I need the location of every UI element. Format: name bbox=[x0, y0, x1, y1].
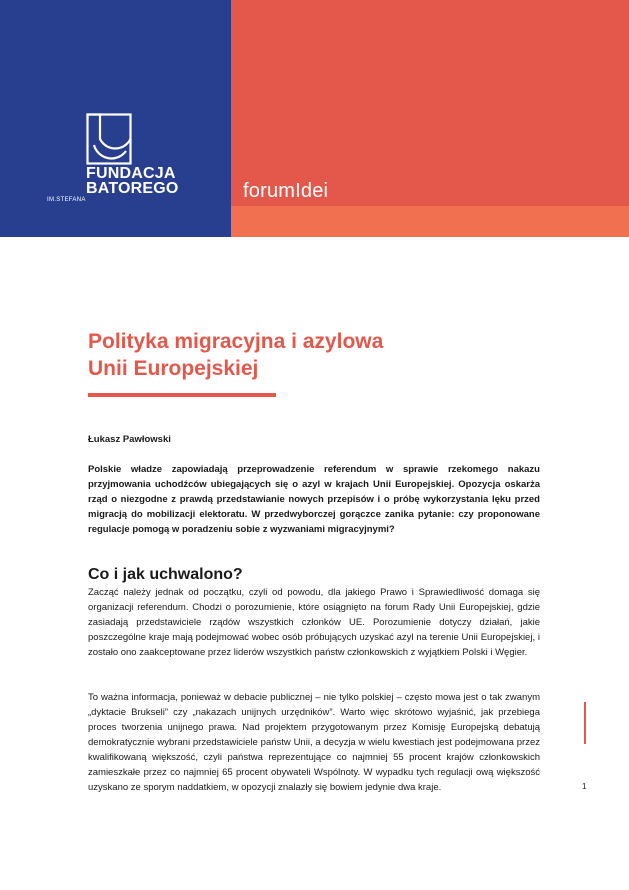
logo-line-2: BATOREGO bbox=[86, 180, 179, 197]
logo-name bbox=[86, 166, 179, 196]
logo-mark-icon bbox=[86, 113, 132, 165]
body-paragraph-2: To ważna informacja, ponieważ w debacie publicznej – nie tylko polskiej – często mowa jest o tak zwanym „dyktacie Brukseli” czy „nakazach unijnych urzędników”. Warto więc skrótowo wyjaśnić, jak przebiega proces tworzenia unijnego prawa. Nad projektem przygotowanym przez Komisję Europejską debatują demokratycznie wybrani przedstawiciele państw Unii, a decyzja w wielu kwestiach jest podejmowana przez kwalifikowaną większość, czyli państwa reprezentujące co najmniej 55 procent krajów członkowskich zamieszkałe przez co najmniej 65 procent obywateli Wspólnoty. W wypadku tych regulacji ową większość uzyskano ze sporym naddatkiem, w opozycji znalazły się bowiem jedynie dwa kraje. bbox=[88, 692, 540, 793]
logo-line-1: FUNDACJA bbox=[86, 165, 176, 182]
blue-panel bbox=[0, 0, 231, 237]
lead-paragraph: Polskie władze zapowiadają przeprowadzenie referendum w sprawie rzekomego nakazu przyjmowania uchodźców ubiegających się o azyl w krajach Unii Europejskiej. Opozycja oskarża rząd o niezgodne z prawdą przedstawianie nowych przepisów i o próbę wykorzystania lęku przed migracją do mobilizacji elektoratu. W przedwyborczej gorączce zanika pytanie: czy proponowane regulacje pomogą w poradzeniu sobie z wyzwaniami migracyjnymi? bbox=[88, 464, 540, 535]
coral-band bbox=[231, 206, 629, 237]
forum-idei-label: forumIdei bbox=[243, 180, 329, 202]
page-number: 1 bbox=[582, 782, 587, 791]
title-line-2: Unii Europejskiej bbox=[88, 357, 259, 380]
title-line-1: Polityka migracyjna i azylowa bbox=[88, 330, 384, 353]
section-heading: Co i jak uchwalono? bbox=[88, 566, 243, 583]
margin-accent-line bbox=[584, 702, 586, 744]
header-banner bbox=[0, 0, 629, 237]
author-name: Łukasz Pawłowski bbox=[88, 434, 171, 445]
article-title bbox=[88, 328, 548, 382]
body-paragraph-1: Zacząć należy jednak od początku, czyli od powodu, dla jakiego Prawo i Sprawiedliwość domaga się organizacji referendum. Chodzi o porozumienie, które osiągnięto na forum Rady Unii Europejskiej, gdzie zasiadają przedstawiciele rządów wszystkich członków UE. Porozumienie dotyczy działań, jakie poszczególne kraje mają podejmować wobec osób próbujących uzyskać azyl na terenie Unii Europejskiej, i zostało ono zaakceptowane przez liderów wszystkich państw członkowskich z wyjątkiem Polski i Węgier. bbox=[88, 587, 540, 658]
fundacja-logo bbox=[44, 113, 184, 205]
title-underline bbox=[88, 393, 276, 397]
logo-subtitle: IM.STEFANA bbox=[47, 197, 86, 203]
